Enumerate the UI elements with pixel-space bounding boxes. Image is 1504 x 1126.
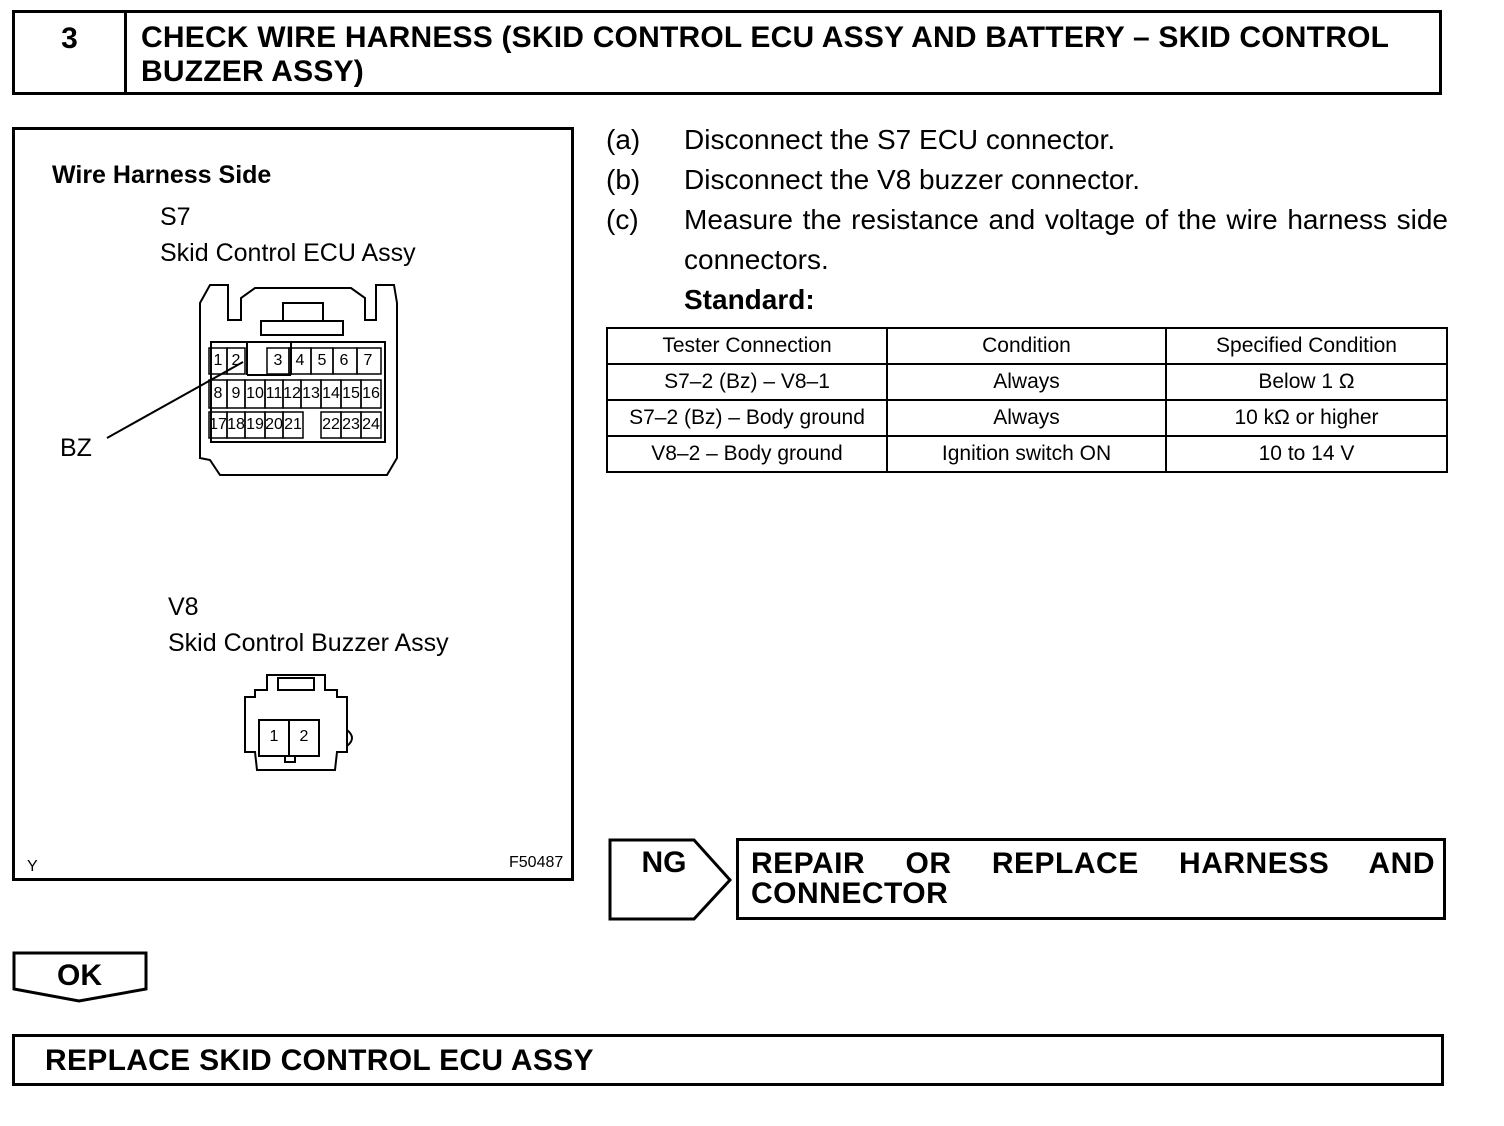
- s7-pin: 18: [227, 416, 245, 433]
- s7-pin: 24: [362, 416, 380, 433]
- table-cell: Below 1 Ω: [1166, 364, 1447, 400]
- s7-pin: 12: [283, 385, 301, 402]
- s7-connector-name: Skid Control ECU Assy: [160, 239, 416, 267]
- spec-table: [606, 327, 1448, 473]
- s7-pin: 7: [363, 352, 373, 369]
- standard-label: Standard:: [684, 284, 815, 315]
- s7-pin: 15: [342, 385, 360, 402]
- s7-pin: 20: [265, 416, 283, 433]
- v8-connector-drawing: [15, 130, 571, 878]
- ng-label: NG: [641, 846, 687, 879]
- s7-pin: 10: [246, 385, 264, 402]
- v8-pin: 2: [299, 728, 309, 745]
- s7-pin: 17: [209, 416, 227, 433]
- s7-pin: 4: [295, 352, 305, 369]
- s7-connector-code: S7: [160, 203, 191, 231]
- step-letter: (a): [606, 124, 641, 155]
- step-letter: (c): [606, 204, 639, 235]
- final-action-box: [12, 1034, 1444, 1086]
- table-header: Tester Connection: [607, 328, 887, 364]
- table-row: [607, 400, 1447, 436]
- s7-pin: 8: [213, 385, 223, 402]
- step-number: 3: [15, 13, 127, 92]
- s7-pin: 5: [317, 352, 327, 369]
- s7-pin: 3: [273, 352, 283, 369]
- s7-pin: 11: [265, 385, 283, 402]
- ng-action-box: [736, 838, 1446, 920]
- table-cell: 10 kΩ or higher: [1166, 400, 1447, 436]
- s7-pin: 21: [284, 416, 302, 433]
- step-letter: (b): [606, 164, 641, 195]
- figure-heading: Wire Harness Side: [52, 161, 272, 189]
- ng-action-text: REPAIR OR REPLACE HARNESS AND CONNECTOR: [751, 847, 1435, 910]
- s7-pin: 6: [339, 352, 349, 369]
- table-header: Specified Condition: [1166, 328, 1447, 364]
- table-cell: 10 to 14 V: [1166, 436, 1447, 472]
- s7-pin: 23: [342, 416, 360, 433]
- step-text: Measure the resistance and voltage of the wire harness side connectors.: [684, 204, 1448, 275]
- table-cell: V8–2 – Body ground: [607, 436, 887, 472]
- step-title: CHECK WIRE HARNESS (SKID CONTROL ECU ASSY AND BATTERY – SKID CONTROL BUZZER ASSY): [141, 21, 1389, 88]
- s7-pin: 9: [231, 385, 241, 402]
- s7-pin: 19: [246, 416, 264, 433]
- s7-pin: 13: [302, 385, 320, 402]
- ok-label: OK: [57, 959, 102, 992]
- table-cell: Ignition switch ON: [887, 436, 1166, 472]
- step-header: [12, 10, 1442, 95]
- table-header: Condition: [887, 328, 1166, 364]
- s7-pin: 1: [213, 352, 223, 369]
- table-row: [607, 364, 1447, 400]
- s7-pin: 16: [362, 385, 380, 402]
- table-cell: S7–2 (Bz) – Body ground: [607, 400, 887, 436]
- connector-illustration: [12, 127, 574, 881]
- step-text: Disconnect the S7 ECU connector.: [684, 124, 1116, 155]
- final-action-text: REPLACE SKID CONTROL ECU ASSY: [45, 1044, 594, 1077]
- v8-connector-name: Skid Control Buzzer Assy: [168, 629, 449, 657]
- s7-pin: 14: [322, 385, 340, 402]
- s7-pin: 2: [231, 352, 241, 369]
- figure-corner-mark: Y: [27, 858, 38, 875]
- s7-pin: 22: [322, 416, 340, 433]
- table-cell: Always: [887, 400, 1166, 436]
- bz-label: BZ: [60, 434, 92, 462]
- v8-connector-code: V8: [168, 593, 199, 621]
- v8-pin: 1: [269, 728, 279, 745]
- table-cell: S7–2 (Bz) – V8–1: [607, 364, 887, 400]
- step-text: Disconnect the V8 buzzer connector.: [684, 164, 1141, 195]
- table-header-row: [607, 328, 1447, 364]
- table-cell: Always: [887, 364, 1166, 400]
- table-row: [607, 436, 1447, 472]
- figure-id: F50487: [509, 854, 564, 871]
